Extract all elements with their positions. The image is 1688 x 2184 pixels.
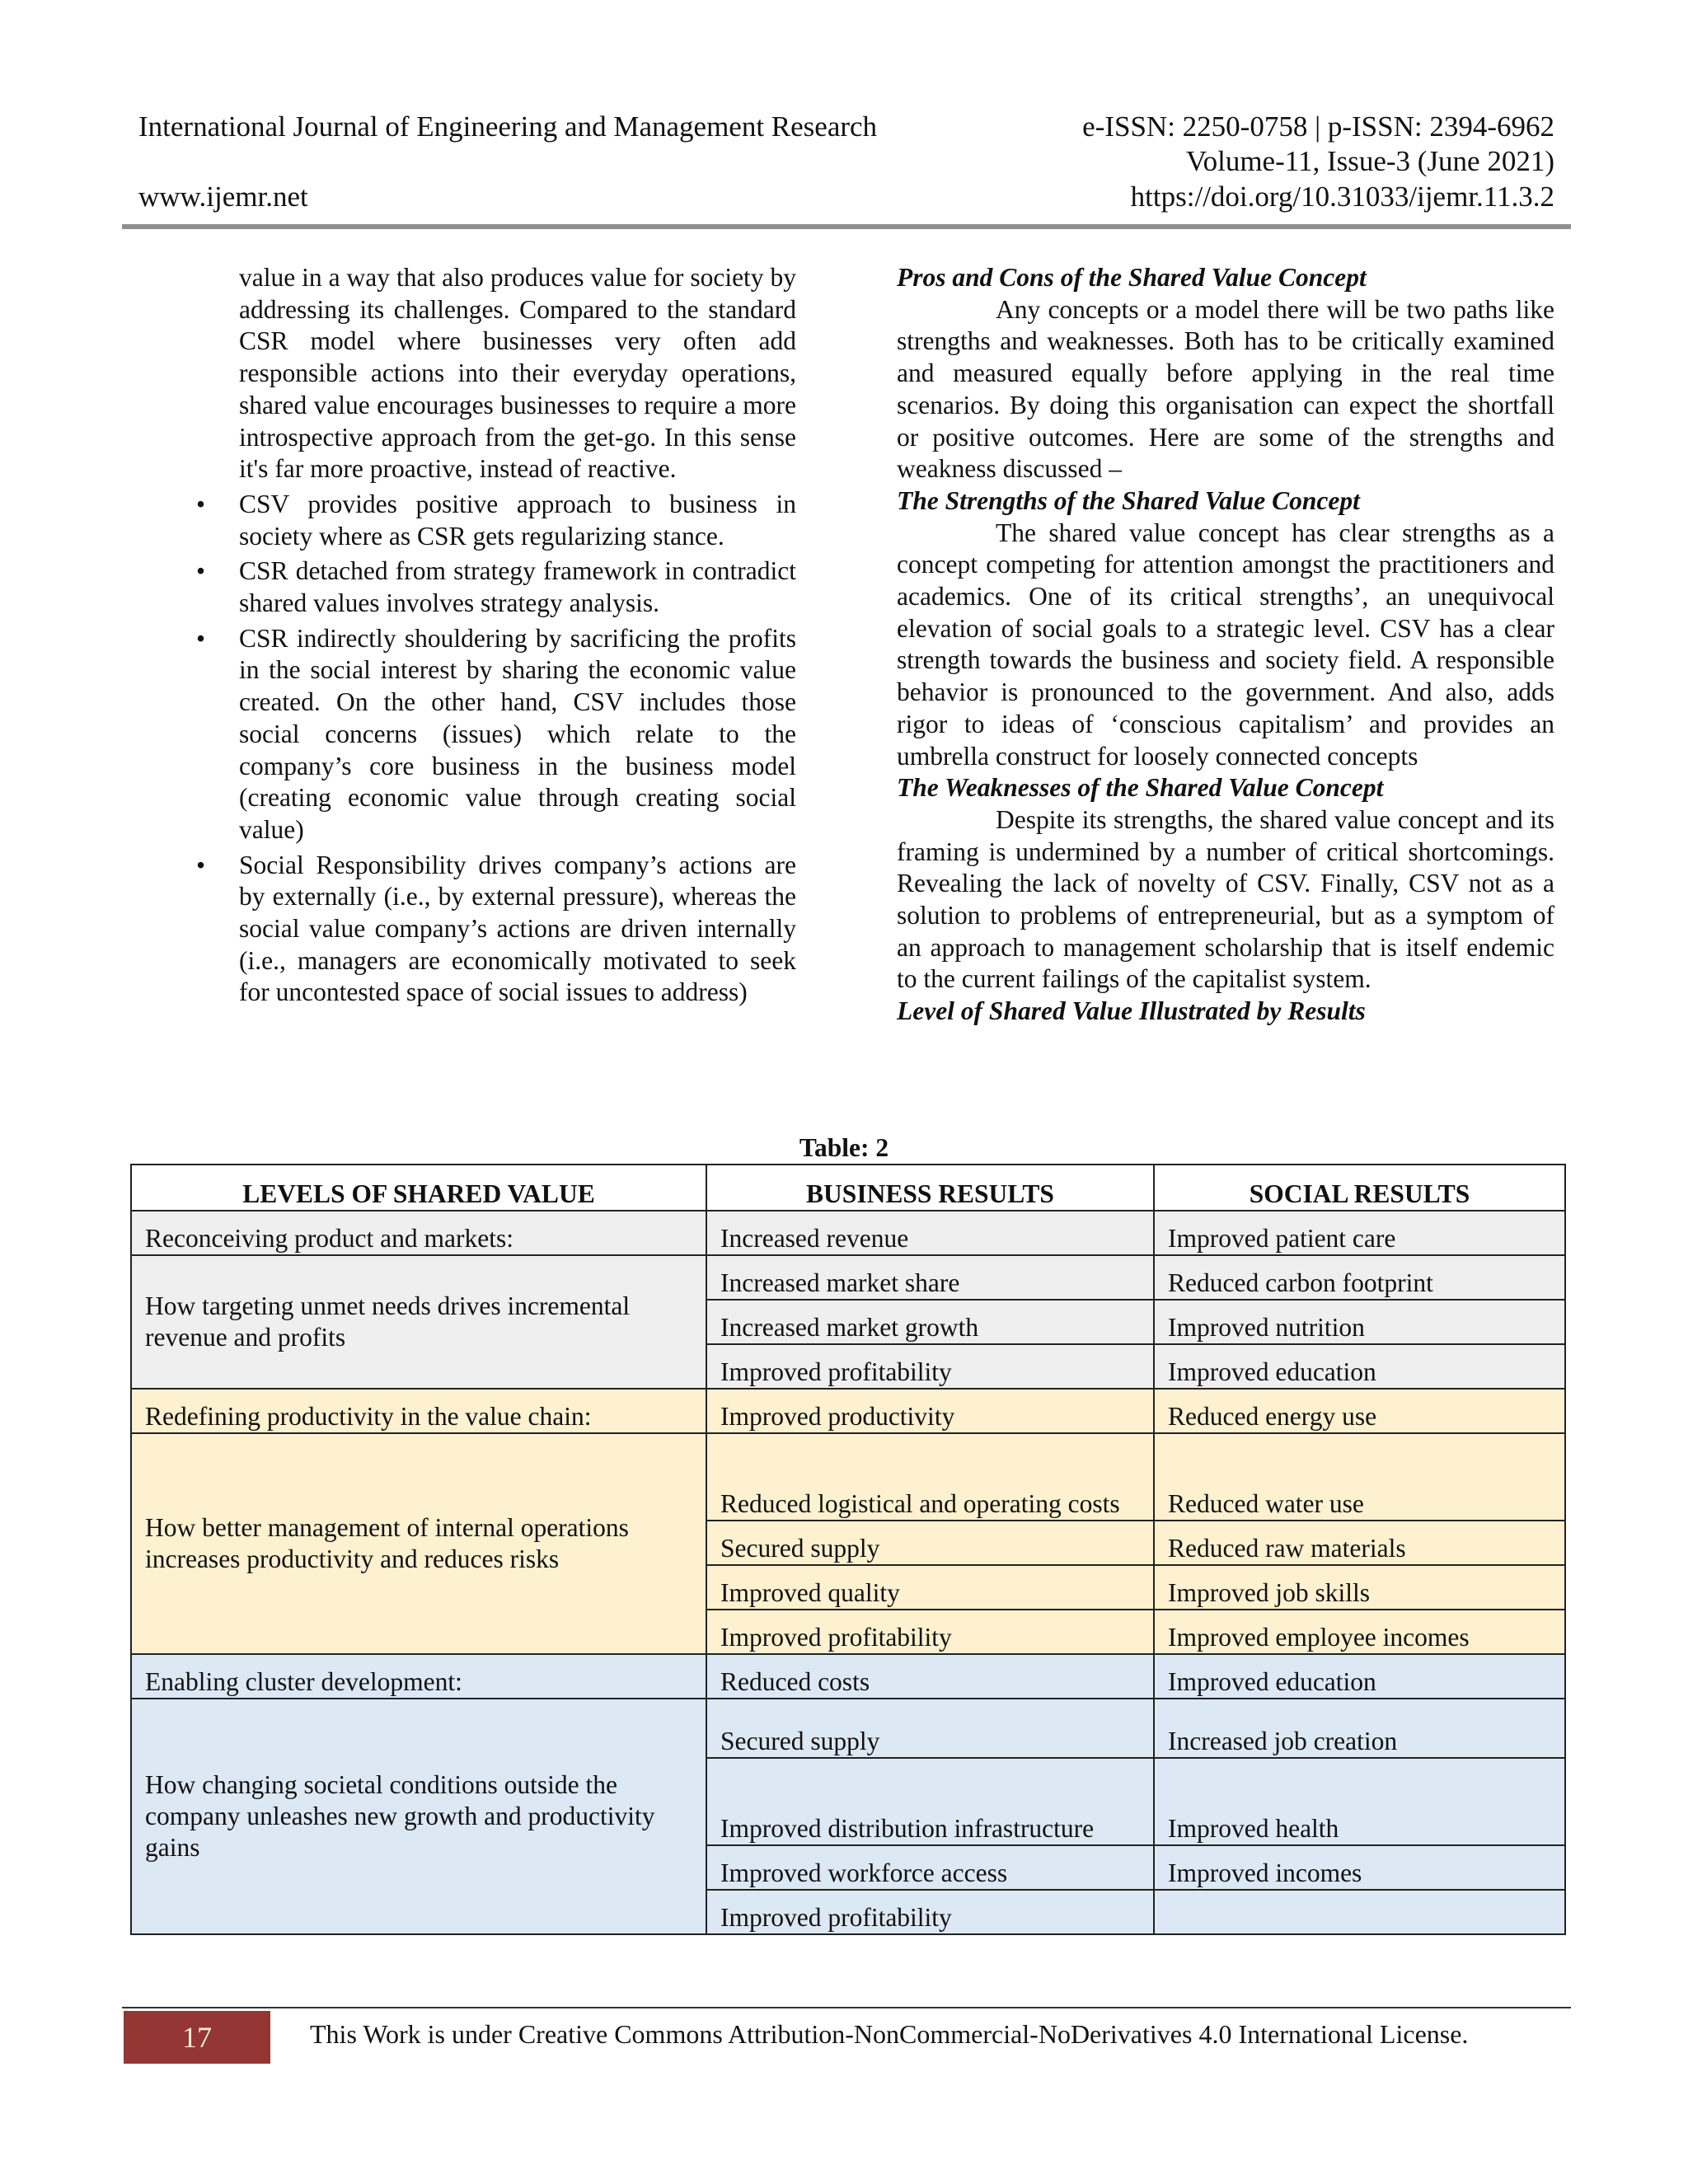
business-result: Improved profitability — [706, 1344, 1154, 1389]
header-business-results: BUSINESS RESULTS — [706, 1165, 1154, 1211]
business-result: Improved productivity — [706, 1389, 1154, 1433]
business-result: Improved workforce access — [706, 1845, 1154, 1890]
business-result: Secured supply — [706, 1521, 1154, 1565]
header-social-results: SOCIAL RESULTS — [1154, 1165, 1565, 1211]
right-column — [897, 262, 1554, 1028]
social-result: Improved education — [1154, 1344, 1565, 1389]
social-result: Improved patient care — [1154, 1211, 1565, 1255]
group-reconceiving — [131, 1211, 1565, 1389]
header-rule — [122, 224, 1571, 229]
business-result: Reduced logistical and operating costs — [706, 1433, 1154, 1521]
bullet-dot-icon: • — [196, 556, 206, 586]
bullet-dot-icon: • — [196, 489, 206, 518]
group-redefining-productivity — [131, 1389, 1565, 1654]
bullet-item: • CSR indirectly shouldering by sacrificing the profits in the social interest by sharing the economic value created. On the other hand, CSV includes those social concerns (issues) which relate to the company’s core business in the business model (creating economic value through creating social value) — [196, 623, 796, 844]
table-row — [131, 1654, 1565, 1699]
bullet-item: • CSR detached from strategy framework in contradict shared values involves strategy analysis. — [196, 556, 796, 618]
table-row — [131, 1255, 1565, 1300]
paragraph-weaknesses: Despite its strengths, the shared value concept and its framing is undermined by a number of critical shortcomings. Revealing the lack of novelty of CSV. Finally, CSV not as a solution to problems of entrepreneurial, but as a symptom of an approach to management scholarship that is itself endemic to the current failings of the capitalist system. — [897, 804, 1554, 994]
business-result: Secured supply — [706, 1699, 1154, 1758]
social-result: Improved incomes — [1154, 1845, 1565, 1890]
table-row — [131, 1433, 1565, 1521]
level-description: How changing societal conditions outside the company unleashes new growth and productivity gains — [131, 1699, 706, 1934]
issn: e-ISSN: 2250-0758 | p-ISSN: 2394-6962 — [1082, 110, 1554, 143]
doi-link[interactable]: https://doi.org/10.31033/ijemr.11.3.2 — [1130, 180, 1554, 213]
business-result: Improved profitability — [706, 1610, 1154, 1654]
intro-paragraph: value in a way that also produces value for society by addressing its challenges. Compared to the standard CSR model where businesses very often add responsible actions into their everyday operations, shared value encourages businesses to require a more introspective approach from the get-go. In this sense it's far more proactive, instead of reactive. — [239, 263, 796, 484]
level-description: How targeting unmet needs drives incremental revenue and profits — [131, 1255, 706, 1389]
business-result: Improved profitability — [706, 1890, 1154, 1934]
comparison-bullet-list — [196, 489, 796, 1009]
level-description: How better management of internal operations increases productivity and reduces risks — [131, 1433, 706, 1654]
shared-value-table — [130, 1164, 1566, 1935]
level-title: Enabling cluster development: — [131, 1654, 706, 1699]
social-result: Increased job creation — [1154, 1699, 1565, 1758]
paragraph-pros-cons: Any concepts or a model there will be two paths like strengths and weaknesses. Both has to be critically examined and measured equally before applying in the real time scenarios. By doing this organisation can expect the shortfall or positive outcomes. Here are some of the strengths and weakness discussed – — [897, 294, 1554, 484]
social-result: Improved employee incomes — [1154, 1610, 1565, 1654]
license-notice: This Work is under Creative Commons Attribution-NonCommercial-NoDerivatives 4.0 International License. — [310, 2019, 1469, 2049]
level-title: Reconceiving product and markets: — [131, 1211, 706, 1255]
bullet-item: • Social Responsibility drives company’s actions are by externally (i.e., by external pressure), whereas the social value company’s actions are driven internally (i.e., managers are economically motivated to seek for uncontested space of social issues to address) — [196, 850, 796, 1007]
table-row — [131, 1211, 1565, 1255]
table-caption: Table: 2 — [799, 1133, 889, 1162]
volume-issue: Volume-11, Issue-3 (June 2021) — [1185, 145, 1554, 177]
heading-pros-cons: Pros and Cons of the Shared Value Concept — [897, 263, 1367, 292]
social-result — [1154, 1890, 1565, 1934]
business-result: Improved distribution infrastructure — [706, 1758, 1154, 1845]
heading-strengths: The Strengths of the Shared Value Concept — [897, 485, 1360, 515]
bullet-item: • CSV provides positive approach to business in society where as CSR gets regularizing stance. — [196, 489, 796, 551]
business-result: Increased revenue — [706, 1211, 1154, 1255]
page-number: 17 — [124, 2011, 270, 2064]
footer-rule — [122, 2007, 1571, 2008]
social-result: Improved job skills — [1154, 1565, 1565, 1610]
table-row — [131, 1699, 1565, 1758]
group-cluster-development — [131, 1654, 1565, 1934]
social-result: Reduced water use — [1154, 1433, 1565, 1521]
social-result: Reduced carbon footprint — [1154, 1255, 1565, 1300]
social-result: Improved education — [1154, 1654, 1565, 1699]
journal-website[interactable]: www.ijemr.net — [138, 180, 308, 213]
business-result: Increased market share — [706, 1255, 1154, 1300]
social-result: Improved nutrition — [1154, 1300, 1565, 1344]
business-result: Increased market growth — [706, 1300, 1154, 1344]
social-result: Reduced energy use — [1154, 1389, 1565, 1433]
left-column — [196, 262, 796, 1009]
social-result: Reduced raw materials — [1154, 1521, 1565, 1565]
social-result: Improved health — [1154, 1758, 1565, 1845]
bullet-dot-icon: • — [196, 623, 206, 653]
table-header-row — [131, 1165, 1565, 1211]
header-levels: LEVELS OF SHARED VALUE — [131, 1165, 706, 1211]
level-title: Redefining productivity in the value chain: — [131, 1389, 706, 1433]
business-result: Reduced costs — [706, 1654, 1154, 1699]
table-row — [131, 1389, 1565, 1433]
heading-level-of-shared-value: Level of Shared Value Illustrated by Results — [897, 996, 1366, 1026]
paragraph-strengths: The shared value concept has clear strengths as a concept competing for attention amongst the practitioners and academics. One of its critical strengths’, an unequivocal elevation of social goals to a strategic level. CSV has a clear strength towards the business and society field. A responsible behavior is pronounced to the government. And also, adds rigor to ideas of ‘conscious capitalism’ and provides an umbrella construct for loosely connected concepts — [897, 518, 1554, 771]
bullet-dot-icon: • — [196, 850, 206, 879]
business-result: Improved quality — [706, 1565, 1154, 1610]
journal-title: International Journal of Engineering and Management Research — [138, 110, 878, 143]
heading-weaknesses: The Weaknesses of the Shared Value Concept — [897, 773, 1384, 803]
